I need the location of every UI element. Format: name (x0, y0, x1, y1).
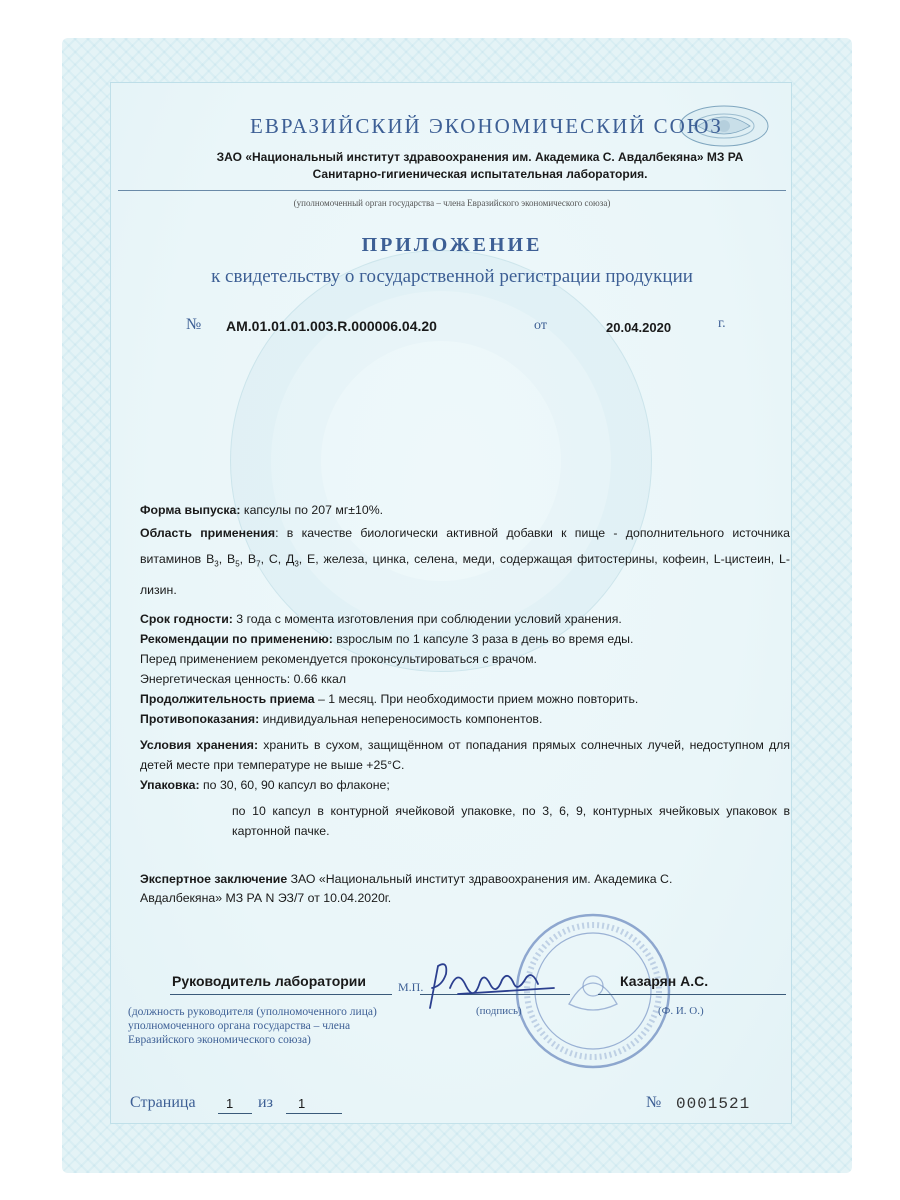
contraindications: Противопоказания: индивидуальная непереносимость компонентов. (140, 712, 543, 727)
signature-caption: (подпись) (476, 1005, 522, 1017)
serial-sign: № (646, 1094, 662, 1111)
consult-note: Перед применением рекомендуется проконсультироваться с врачом. (140, 652, 537, 667)
document-subtitle: к свидетельству о государственной регистрации продукции (211, 266, 693, 287)
serial-number: 0001521 (676, 1095, 751, 1113)
page-total-line (286, 1113, 342, 1114)
energy-value: Энергетическая ценность: 0.66 ккал (140, 672, 346, 687)
date-from-label: от (534, 318, 547, 333)
packaging-details: по 10 капсул в контурной ячейковой упаковке, по 3, 6, 9, контурных ячейковых упаковок в картонной пачке. (232, 804, 790, 839)
document-title: ПРИЛОЖЕНИЕ (361, 234, 543, 256)
seal-place-label: М.П. (398, 980, 424, 994)
release-form: Форма выпуска: капсулы по 207 мг±10%. (140, 503, 384, 517)
packaging: Упаковка: по 30, 60, 90 капсул во флаконе; (140, 778, 390, 793)
position-caption: (должность руководителя (уполномоченного лица) уполномоченного органа государства – члена Евразийского экономического союза) (128, 1006, 377, 1046)
fio-caption: (Ф. И. О.) (658, 1005, 704, 1017)
lab-head-position: Руководитель лаборатории (172, 973, 367, 989)
storage-conditions: Условия хранения: хранить в сухом, защищённом от попадания прямых солнечных лучей, недоступном для детей месте при температуре не выше +25°С. (140, 738, 790, 773)
certificate-date: 20.04.2020 (606, 320, 672, 335)
position-line (170, 994, 392, 995)
year-suffix: г. (718, 316, 726, 331)
page-current-line (218, 1113, 252, 1114)
usage-recommendations: Рекомендации по применению: взрослым по 1 капсуле 3 раза в день во время еды. (140, 632, 634, 647)
laboratory-name: Санитарно-гигиеническая испытательная лаборатория. (312, 167, 648, 181)
certificate-number: AM.01.01.01.003.R.000006.04.20 (226, 318, 437, 334)
page-label: Страница (130, 1094, 196, 1111)
page-current: 1 (226, 1096, 234, 1111)
application-scope: Область применения: в качестве биологически активной добавки к пище - дополнительного источника витаминов $B_3$, $B_5$, $B_7$, C, $Д_3$, E, железа, цинка, селена, меди, содержащая фитостерины, кофеин, L-цистеин, L-лизин. (140, 526, 790, 598)
page-total: 1 (298, 1096, 306, 1111)
expert-conclusion: Экспертное заключение ЗАО «Национальный институт здравоохранения им. Академика С. Авдалбекяна» МЗ РА N ЭЗ/7 от 10.04.2020г. (140, 872, 673, 905)
intake-duration: Продолжительность приема – 1 месяц. При необходимости прием можно повторить. (140, 692, 639, 707)
number-sign: № (186, 316, 202, 333)
institute-name: ЗАО «Национальный институт здравоохранения им. Академика С. Авдалбекяна» МЗ РА (216, 150, 744, 164)
fio-line (598, 994, 786, 995)
signatory-name: Казарян А.С. (620, 973, 709, 989)
header-divider (118, 190, 786, 191)
product-details (140, 500, 790, 841)
authority-caption: (уполномоченный орган государства – члена Евразийского экономического союза) (293, 198, 611, 208)
shelf-life: Срок годности: 3 года с момента изготовления при соблюдении условий хранения. (140, 612, 622, 627)
union-title: ЕВРАЗИЙСКИЙ ЭКОНОМИЧЕСКИЙ СОЮЗ (250, 114, 723, 138)
page-of-label: из (258, 1094, 273, 1111)
